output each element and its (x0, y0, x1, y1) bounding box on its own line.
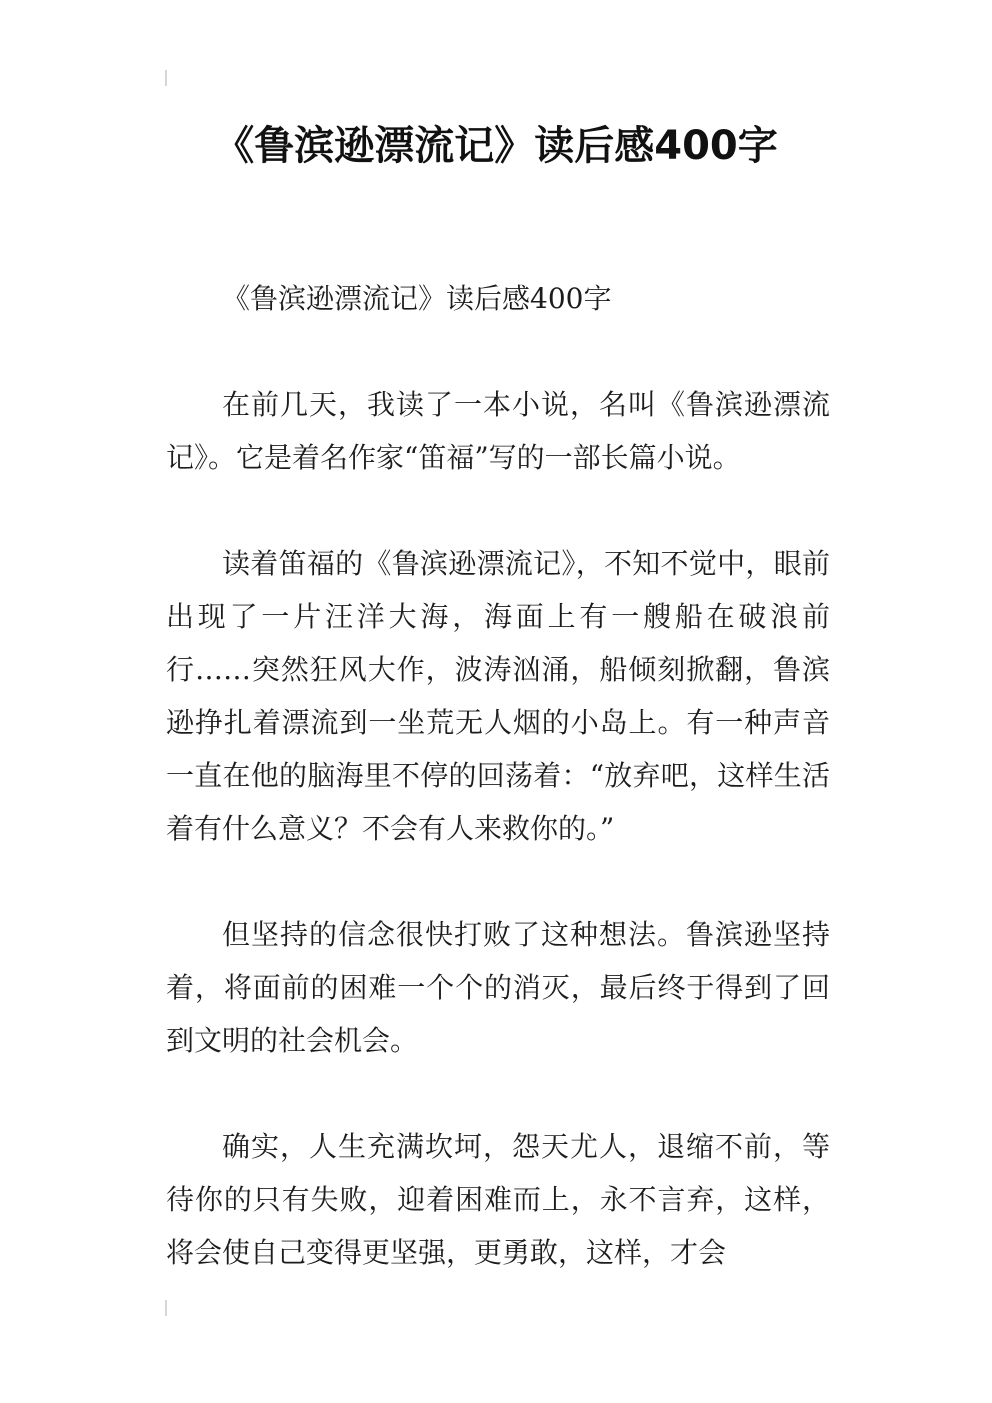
document-title: 《鲁滨逊漂流记》读后感400字 (214, 123, 778, 169)
paragraph-2: 读着笛福的《鲁滨逊漂流记》，不知不觉中，眼前出现了一片汪洋大海，海面上有一艘船在破浪前行……突然狂风大作，波涛汹涌，船倾刻掀翻，鲁滨逊挣扎着漂流到一坐荒无人烟的小岛上。有一种声音一直在他的脑海里不停的回荡着：“放弃吧，这样生活着有什么意义？不会有人来救你的。” (166, 547, 830, 845)
paragraph-1: 在前几天，我读了一本小说，名叫《鲁滨逊漂流记》。它是着名作家“笛福”写的一部长篇小说。 (166, 388, 830, 474)
top-margin-mark (165, 70, 167, 86)
document-body (166, 272, 830, 1332)
paragraph-4: 确实，人生充满坎坷，怨天尤人，退缩不前，等待你的只有失败，迎着困难而上，永不言弃，这样，将会使自己变得更坚强，更勇敢，这样，才会 (166, 1130, 830, 1269)
paragraph-3: 但坚持的信念很快打败了这种想法。鲁滨逊坚持着，将面前的困难一个个的消灭，最后终于得到了回到文明的社会机会。 (166, 918, 830, 1057)
document-subtitle: 《鲁滨逊漂流记》读后感400字 (222, 282, 612, 315)
